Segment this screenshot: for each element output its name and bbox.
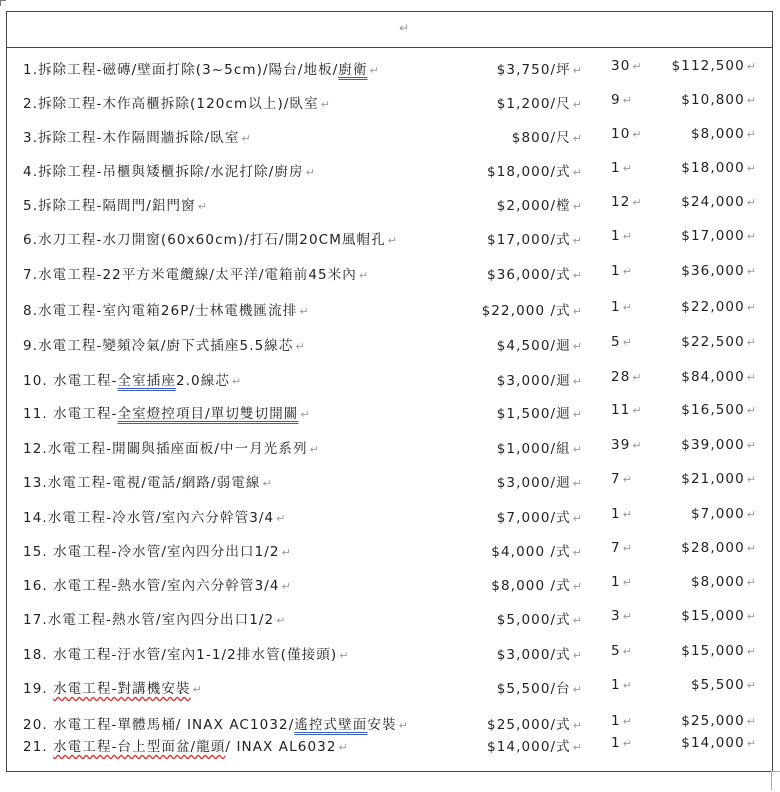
line-total (681, 540, 756, 556)
line-total-text: $112,500 (671, 58, 745, 74)
paragraph-mark-icon: ↵ (572, 741, 582, 754)
paragraph-mark-icon: ↵ (746, 737, 756, 750)
quantity (611, 540, 649, 556)
paragraph-mark-icon: ↵ (746, 439, 756, 452)
paragraph-mark-icon: ↵ (746, 404, 756, 417)
item-text: 18. 水電工程-汙水管/室內1-1/2排水管(僅接頭) (23, 647, 338, 663)
item-text: 19. (23, 681, 54, 697)
table-row[interactable] (7, 224, 772, 250)
item-description (23, 402, 310, 422)
corner-crop-mark (0, 0, 6, 6)
paragraph-mark-icon: ↵ (572, 166, 582, 179)
paragraph-mark-icon: ↵ (300, 408, 310, 421)
paragraph-mark-icon: ↵ (572, 98, 582, 111)
line-total (681, 471, 756, 487)
item-description (23, 677, 202, 697)
paragraph-mark-icon: ↵ (746, 336, 756, 349)
quantity-text: 1 (611, 299, 621, 315)
line-total-text: $10,800 (681, 92, 745, 108)
line-total (681, 160, 756, 176)
table-row[interactable] (7, 330, 772, 356)
unit-price-text: $4,500/迴 (496, 338, 571, 354)
paragraph-mark-icon: ↵ (572, 719, 582, 732)
paragraph-mark-icon: ↵ (746, 162, 756, 175)
line-total-text: $22,000 (681, 299, 745, 315)
quantity-text: 1 (611, 263, 621, 279)
unit-price-text: $2,000/樘 (496, 198, 571, 214)
unit-price (497, 334, 582, 354)
paragraph-mark-icon: ↵ (632, 371, 642, 384)
quantity (611, 713, 649, 729)
quantity-text: 7 (611, 540, 621, 556)
table-row[interactable] (7, 536, 772, 562)
paragraph-mark-icon: ↵ (746, 371, 756, 384)
unit-price (512, 126, 582, 146)
item-text: 4.拆除工程-吊櫃與矮櫃拆除/水泥打除/廚房 (23, 164, 304, 180)
line-total-text: $5,500 (690, 677, 745, 693)
paragraph-mark-icon: ↵ (632, 196, 642, 209)
paragraph-mark-icon: ↵ (632, 439, 642, 452)
paragraph-mark-icon: ↵ (299, 305, 309, 318)
quantity (611, 194, 649, 210)
quantity-text: 1 (611, 735, 621, 751)
paragraph-mark-icon: ↵ (632, 60, 642, 73)
item-description (23, 471, 272, 491)
unit-price-text: $1,000/組 (496, 441, 571, 457)
paragraph-mark-icon: ↵ (632, 404, 642, 417)
item-description (23, 437, 319, 457)
paragraph-mark-icon: ↵ (338, 741, 348, 754)
item-description (23, 263, 368, 283)
unit-price-text: $36,000/式 (487, 267, 571, 283)
line-total (681, 194, 756, 210)
paragraph-mark-icon: ↵ (746, 301, 756, 314)
item-text-rest: 安裝 (367, 717, 397, 733)
table-row[interactable] (7, 673, 772, 699)
unit-price (487, 713, 582, 733)
paragraph-mark-icon: ↵ (746, 196, 756, 209)
quantity-text: 1 (611, 228, 621, 244)
paragraph-mark-icon: ↵ (622, 737, 632, 750)
paragraph-mark-icon: ↵ (622, 715, 632, 728)
paragraph-mark-icon: ↵ (622, 162, 632, 175)
quantity-text: 7 (611, 471, 621, 487)
quantity (611, 574, 649, 590)
paragraph-mark-icon: ↵ (622, 265, 632, 278)
unit-price (497, 369, 582, 389)
paragraph-mark-icon: ↵ (572, 408, 582, 421)
quantity (611, 228, 649, 244)
quantity-text: 39 (611, 437, 631, 453)
unit-price-text: $1,200/尺 (496, 96, 571, 112)
quantity (611, 92, 649, 108)
paragraph-mark-icon: ↵ (622, 610, 632, 623)
quantity (611, 160, 649, 176)
line-total (691, 506, 756, 522)
paragraph-mark-icon: ↵ (231, 375, 242, 388)
quantity (611, 402, 649, 418)
unit-price (497, 194, 582, 214)
paragraph-mark-icon: ↵ (746, 94, 756, 107)
item-description (23, 574, 291, 594)
unit-price (487, 228, 582, 248)
paragraph-mark-icon: ↵ (398, 719, 408, 732)
unit-price-text: $4,000 /式 (491, 544, 571, 560)
quantity (611, 643, 649, 659)
quantity (611, 334, 649, 350)
line-total (681, 92, 756, 108)
line-total-text: $17,000 (681, 228, 745, 244)
paragraph-mark-icon: ↵ (572, 580, 582, 593)
item-description (23, 506, 285, 526)
paragraph-mark-icon: ↵ (572, 200, 582, 213)
item-text: 7.水電工程-22平方米電纜線/太平洋/電箱前45米內 (23, 267, 357, 283)
paragraph-mark-icon: ↵ (572, 375, 582, 388)
item-text: 15. 水電工程-冷水管/室內四分出口1/2 (23, 544, 280, 560)
line-total-text: $25,000 (681, 713, 745, 729)
paragraph-mark-icon: ↵ (572, 477, 582, 490)
paragraph-mark-icon: ↵ (387, 234, 397, 247)
unit-price-text: $3,750/坪 (496, 62, 571, 78)
paragraph-mark-icon: ↵ (622, 508, 632, 521)
unit-price-text: $17,000/式 (487, 232, 571, 248)
item-description (23, 369, 241, 389)
paragraph-mark-icon: ↵ (399, 21, 410, 35)
paragraph-mark-icon: ↵ (572, 683, 582, 696)
quantity-text: 3 (611, 608, 621, 624)
unit-price-text: $14,000/式 (487, 739, 571, 755)
paragraph-mark-icon: ↵ (746, 265, 756, 278)
paragraph-mark-icon: ↵ (262, 477, 272, 490)
unit-price (497, 437, 582, 457)
quote-table (6, 11, 773, 772)
item-text: 8.水電工程-室內電箱26P/士林電機匯流排 (23, 303, 298, 319)
table-row[interactable] (7, 295, 772, 321)
line-total (681, 437, 756, 453)
line-total-text: $8,000 (690, 126, 745, 142)
paragraph-mark-icon: ↵ (622, 542, 632, 555)
paragraph-mark-icon: ↵ (746, 128, 756, 141)
paragraph-mark-icon: ↵ (622, 301, 632, 314)
paragraph-mark-icon: ↵ (339, 649, 349, 662)
item-description (23, 126, 251, 146)
quantity (611, 608, 649, 624)
paragraph-mark-icon: ↵ (622, 645, 632, 658)
paragraph-mark-icon: ↵ (622, 336, 632, 349)
item-text-rest: 2.0線芯 (175, 373, 230, 389)
unit-price (497, 92, 582, 112)
quantity-text: 11 (611, 402, 631, 418)
item-text: 3.拆除工程-木作隔間牆拆除/臥室 (23, 130, 240, 146)
item-spellcheck-text: 水電工程-台上型面盆/龍頭 (53, 739, 226, 755)
line-total-text: $28,000 (681, 540, 745, 556)
paragraph-mark-icon: ↵ (276, 512, 286, 525)
line-total-text: $24,000 (681, 194, 745, 210)
table-row[interactable] (7, 54, 772, 80)
paragraph-mark-icon: ↵ (358, 269, 369, 282)
item-text: 5.拆除工程-隔間門/鋁門窗 (23, 198, 196, 214)
paragraph-mark-icon: ↵ (241, 132, 251, 145)
item-description (23, 334, 305, 354)
quantity-text: 1 (611, 506, 621, 522)
paragraph-mark-icon: ↵ (572, 269, 582, 282)
table-row[interactable] (7, 398, 772, 424)
item-text: 20. 水電工程-單體馬桶/ INAX AC1032/ (23, 717, 295, 733)
item-underlined-text: 廚衛 (338, 62, 368, 78)
unit-price-text: $3,000/迴 (496, 475, 571, 491)
unit-price-text: $5,000/式 (496, 612, 571, 628)
item-underlined-text: 遙控式壁面 (294, 717, 368, 733)
paragraph-mark-icon: ↵ (746, 473, 756, 486)
unit-price-text: $7,000/式 (496, 510, 571, 526)
corner-crop-mark-bottom (771, 771, 780, 790)
table-row[interactable] (7, 639, 772, 665)
quantity-text: 10 (611, 126, 631, 142)
item-description (23, 608, 285, 628)
paragraph-mark-icon: ↵ (572, 234, 582, 247)
unit-price (497, 506, 582, 526)
paragraph-mark-icon: ↵ (192, 683, 202, 696)
unit-price-text: $22,000 /式 (481, 303, 571, 319)
unit-price-text: $800/尺 (511, 130, 571, 146)
line-total (691, 574, 756, 590)
line-total (681, 299, 756, 315)
item-text: 9.水電工程-變頻冷氣/廚下式插座5.5線芯 (23, 338, 294, 354)
table-row[interactable] (7, 365, 772, 391)
paragraph-mark-icon: ↵ (281, 546, 291, 559)
paragraph-mark-icon: ↵ (746, 610, 756, 623)
item-description (23, 58, 379, 78)
paragraph-mark-icon: ↵ (572, 305, 582, 318)
line-total (681, 334, 756, 350)
paragraph-mark-icon: ↵ (746, 60, 756, 73)
line-total-text: $14,000 (681, 735, 745, 751)
paragraph-mark-icon: ↵ (746, 715, 756, 728)
line-total (691, 126, 756, 142)
unit-price (482, 299, 582, 319)
paragraph-mark-icon: ↵ (572, 340, 582, 353)
item-text: 13.水電工程-電視/電話/網路/弱電線 (23, 475, 261, 491)
unit-price (497, 58, 582, 78)
table-row[interactable] (7, 190, 772, 216)
item-description (23, 713, 408, 733)
item-description (23, 735, 348, 755)
line-total-text: $18,000 (681, 160, 745, 176)
paragraph-mark-icon: ↵ (572, 132, 582, 145)
table-row[interactable] (7, 122, 772, 148)
line-total-text: $15,000 (681, 608, 745, 624)
unit-price-text: $25,000/式 (487, 717, 571, 733)
unit-price (487, 160, 582, 180)
paragraph-mark-icon: ↵ (622, 473, 632, 486)
paragraph-mark-icon: ↵ (622, 679, 632, 692)
unit-price-text: $3,000/迴 (496, 373, 571, 389)
paragraph-mark-icon: ↵ (572, 512, 582, 525)
paragraph-mark-icon: ↵ (746, 508, 756, 521)
line-total (681, 735, 756, 751)
line-total-text: $16,500 (681, 402, 745, 418)
item-description (23, 228, 397, 248)
quantity-text: 1 (611, 160, 621, 176)
paragraph-mark-icon: ↵ (622, 94, 632, 107)
paragraph-mark-icon: ↵ (281, 580, 291, 593)
item-text: 6.水刀工程-水刀開窗(60x60cm)/打石/開20CM風帽孔 (23, 232, 386, 248)
line-total (691, 677, 756, 693)
paragraph-mark-icon: ↵ (197, 200, 207, 213)
quantity (611, 126, 649, 142)
unit-price (497, 677, 582, 697)
line-total-text: $8,000 (690, 574, 745, 590)
quantity (611, 58, 649, 74)
quantity-text: 9 (611, 92, 621, 108)
item-text: 2.拆除工程-木作高櫃拆除(120cm以上)/臥室 (23, 96, 319, 112)
quantity-text: 12 (611, 194, 631, 210)
line-total (681, 402, 756, 418)
table-row[interactable] (7, 467, 772, 493)
unit-price-text: $3,000/式 (496, 647, 571, 663)
paragraph-mark-icon: ↵ (295, 340, 305, 353)
table-row[interactable] (7, 433, 772, 459)
quantity-text: 1 (611, 713, 621, 729)
paragraph-mark-icon: ↵ (746, 645, 756, 658)
item-underlined-text: 全室燈控項目/單切雙切開關 (117, 406, 299, 422)
quantity (611, 437, 649, 453)
quantity (611, 263, 649, 279)
item-text: 16. 水電工程-熱水管/室內六分幹管3/4 (23, 578, 280, 594)
paragraph-mark-icon: ↵ (622, 576, 632, 589)
paragraph-mark-icon: ↵ (369, 64, 379, 77)
item-text: 11. 水電工程- (23, 406, 118, 422)
unit-price-text: $1,500/迴 (496, 406, 571, 422)
item-description (23, 160, 315, 180)
item-description (23, 643, 348, 663)
paragraph-mark-icon: ↵ (320, 98, 330, 111)
line-total (681, 713, 756, 729)
paragraph-mark-icon: ↵ (572, 649, 582, 662)
paragraph-mark-icon: ↵ (632, 128, 642, 141)
line-total (681, 369, 756, 385)
table-row[interactable] (7, 570, 772, 596)
item-text: 21. (23, 739, 54, 755)
item-spellcheck-text: 水電工程-對講機安裝 (53, 681, 191, 697)
unit-price (497, 643, 582, 663)
item-description (23, 540, 291, 560)
table-row[interactable] (7, 259, 772, 285)
item-description (23, 194, 207, 214)
paragraph-mark-icon: ↵ (746, 679, 756, 692)
unit-price (487, 735, 582, 755)
quantity-text: 1 (611, 574, 621, 590)
unit-price-text: $5,500/台 (496, 681, 571, 697)
paragraph-mark-icon: ↵ (572, 546, 582, 559)
line-total (681, 608, 756, 624)
paragraph-mark-icon: ↵ (572, 614, 582, 627)
table-row[interactable] (7, 604, 772, 630)
unit-price (497, 608, 582, 628)
unit-price-text: $8,000 /式 (491, 578, 571, 594)
unit-price (487, 263, 582, 283)
item-text: 12.水電工程-開關與插座面板/中一月光系列 (23, 441, 308, 457)
line-total (681, 263, 756, 279)
item-text: 14.水電工程-冷水管/室內六分幹管3/4 (23, 510, 275, 526)
table-row[interactable] (7, 731, 772, 757)
item-text: 10. 水電工程- (23, 373, 118, 389)
item-text: 1.拆除工程-磁磚/壁面打除(3~5cm)/陽台/地板/ (23, 62, 339, 78)
table-header-row[interactable] (7, 12, 772, 48)
unit-price (497, 402, 582, 422)
paragraph-mark-icon: ↵ (572, 443, 582, 456)
paragraph-mark-icon: ↵ (746, 542, 756, 555)
paragraph-mark-icon: ↵ (309, 443, 319, 456)
unit-price-text: $18,000/式 (487, 164, 571, 180)
quantity-text: 5 (611, 334, 621, 350)
quantity-text: 1 (611, 677, 621, 693)
item-text-rest: / INAX AL6032 (225, 739, 337, 755)
line-total-text: $84,000 (681, 369, 745, 385)
unit-price (491, 574, 582, 594)
line-total-text: $22,500 (681, 334, 745, 350)
paragraph-mark-icon: ↵ (622, 230, 632, 243)
line-total (672, 58, 756, 74)
line-total-text: $21,000 (681, 471, 745, 487)
quantity (611, 471, 649, 487)
table-row[interactable] (7, 88, 772, 114)
quantity-text: 5 (611, 643, 621, 659)
line-total-text: $15,000 (681, 643, 745, 659)
quantity (611, 369, 649, 385)
paragraph-mark-icon: ↵ (305, 166, 315, 179)
paragraph-mark-icon: ↵ (746, 576, 756, 589)
line-total-text: $7,000 (690, 506, 745, 522)
item-text: 17.水電工程-熱水管/室內四分出口1/2 (23, 612, 275, 628)
line-total-text: $39,000 (681, 437, 745, 453)
line-total (681, 643, 756, 659)
item-underlined-text: 全室插座 (117, 373, 176, 389)
line-total (681, 228, 756, 244)
quantity (611, 677, 649, 693)
quantity (611, 506, 649, 522)
table-row[interactable] (7, 502, 772, 528)
item-description (23, 92, 330, 112)
paragraph-mark-icon: ↵ (746, 230, 756, 243)
quantity-text: 30 (611, 58, 631, 74)
line-total-text: $36,000 (681, 263, 745, 279)
quantity-text: 28 (611, 369, 631, 385)
quantity (611, 735, 649, 751)
item-description (23, 299, 309, 319)
table-row[interactable] (7, 156, 772, 182)
unit-price (497, 471, 582, 491)
paragraph-mark-icon: ↵ (276, 614, 286, 627)
quantity (611, 299, 649, 315)
unit-price (491, 540, 582, 560)
paragraph-mark-icon: ↵ (572, 64, 582, 77)
